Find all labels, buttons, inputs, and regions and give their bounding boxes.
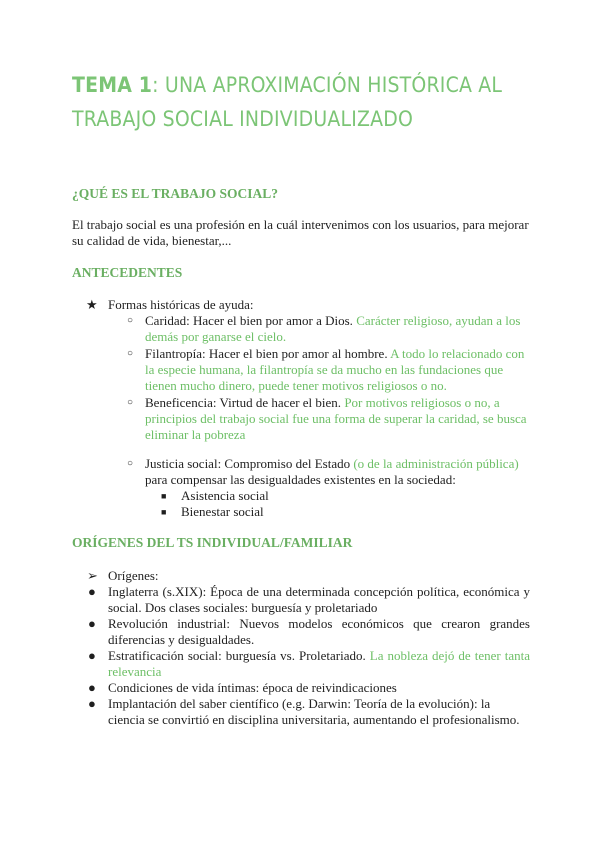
item-text: Justicia social: Compromiso del Estado [145,456,354,471]
section-heading-origenes: ORÍGENES DEL TS INDIVIDUAL/FAMILIAR [72,535,353,550]
item-text: Inglaterra (s.XIX): Época de una determinada concepción política, económica y social. Dos clases sociales: burguesía y proletariado [108,584,530,615]
list-item [88,648,530,680]
item-text: Bienestar social [181,504,264,519]
list-item [88,696,530,728]
list-item [161,488,481,504]
ayuda-forms-list [127,313,529,443]
item-text: Revolución industrial: Nuevos modelos económicos que crearon grandes diferencias y desigualdades. [108,616,530,647]
title-tema: TEMA 1 [72,73,153,97]
list-item [127,313,529,345]
justicia-item [127,456,529,488]
dot-bullet-icon: ● [88,584,96,599]
antecedentes-list [86,297,538,313]
section-heading-que-es: ¿QUÉ ES EL TRABAJO SOCIAL? [72,186,279,201]
item-text-cont: para compensar las desigualdades existentes en la sociedad: [145,472,456,487]
title-rest: : UNA APROXIMACIÓN HISTÓRICA AL TRABAJO SOCIAL INDIVIDUALIZADO [72,73,503,131]
list-item [86,297,538,313]
origenes-details-list [88,584,530,728]
item-text: Orígenes: [108,568,159,583]
item-text: Formas históricas de ayuda: [108,297,254,312]
definition-paragraph: El trabajo social es una profesión en la cuál intervenimos con los usuarios, para mejorar su calidad de vida, bienestar,... [72,217,529,248]
justicia-sublist [161,488,481,520]
item-note: Por motivos religiosos o no, a principios del trabajo social fue una forma de superar la caridad, se busca eliminar la pobreza [145,395,527,442]
item-note: La nobleza dejó de tener tanta relevancia [108,648,530,679]
item-text: Implantación del saber científico (e.g. Darwin: Teoría de la evolución): la ciencia se convirtió en disciplina universitaria, aumentando el profesionalismo. [108,696,520,727]
list-item [88,616,530,648]
item-text: Asistencia social [181,488,269,503]
circle-bullet-icon: ○ [127,397,134,408]
square-bullet-icon: ■ [161,507,167,517]
item-note: A todo lo relacionado con la especie humana, la filantropía se da mucho en las fundaciones que tienen mucho dinero, puede tener motivos religiosos o no. [145,346,525,393]
list-item [161,504,481,520]
list-item [88,584,530,616]
dot-bullet-icon: ● [88,616,96,631]
item-text: Condiciones de vida íntimas: época de reivindicaciones [108,680,397,695]
item-note: (o de la administración pública) [353,456,519,471]
list-item [127,395,529,443]
section-heading-antecedentes: ANTECEDENTES [72,265,183,280]
list-item [127,456,529,488]
square-bullet-icon: ■ [161,491,167,501]
circle-bullet-icon: ○ [127,458,134,469]
item-text: Beneficencia: Virtud de hacer el bien. [145,395,345,410]
list-item [88,680,530,696]
circle-bullet-icon: ○ [127,315,134,326]
dot-bullet-icon: ● [88,648,96,663]
page-title [72,68,542,136]
circle-bullet-icon: ○ [127,348,134,359]
dot-bullet-icon: ● [88,696,96,711]
list-item [127,346,529,394]
item-text: Estratificación social: burguesía vs. Proletariado. [108,648,370,663]
item-text: Filantropía: Hacer el bien por amor al hombre. [145,346,391,361]
item-text: Caridad: Hacer el bien por amor a Dios. [145,313,357,328]
star-bullet-icon: ★ [86,297,98,312]
dot-bullet-icon: ● [88,680,96,695]
list-item [87,568,528,584]
origenes-list [87,568,528,584]
item-note: Carácter religioso, ayudan a los demás por ganarse el cielo. [145,313,521,344]
arrow-bullet-icon: ➢ [87,568,98,583]
